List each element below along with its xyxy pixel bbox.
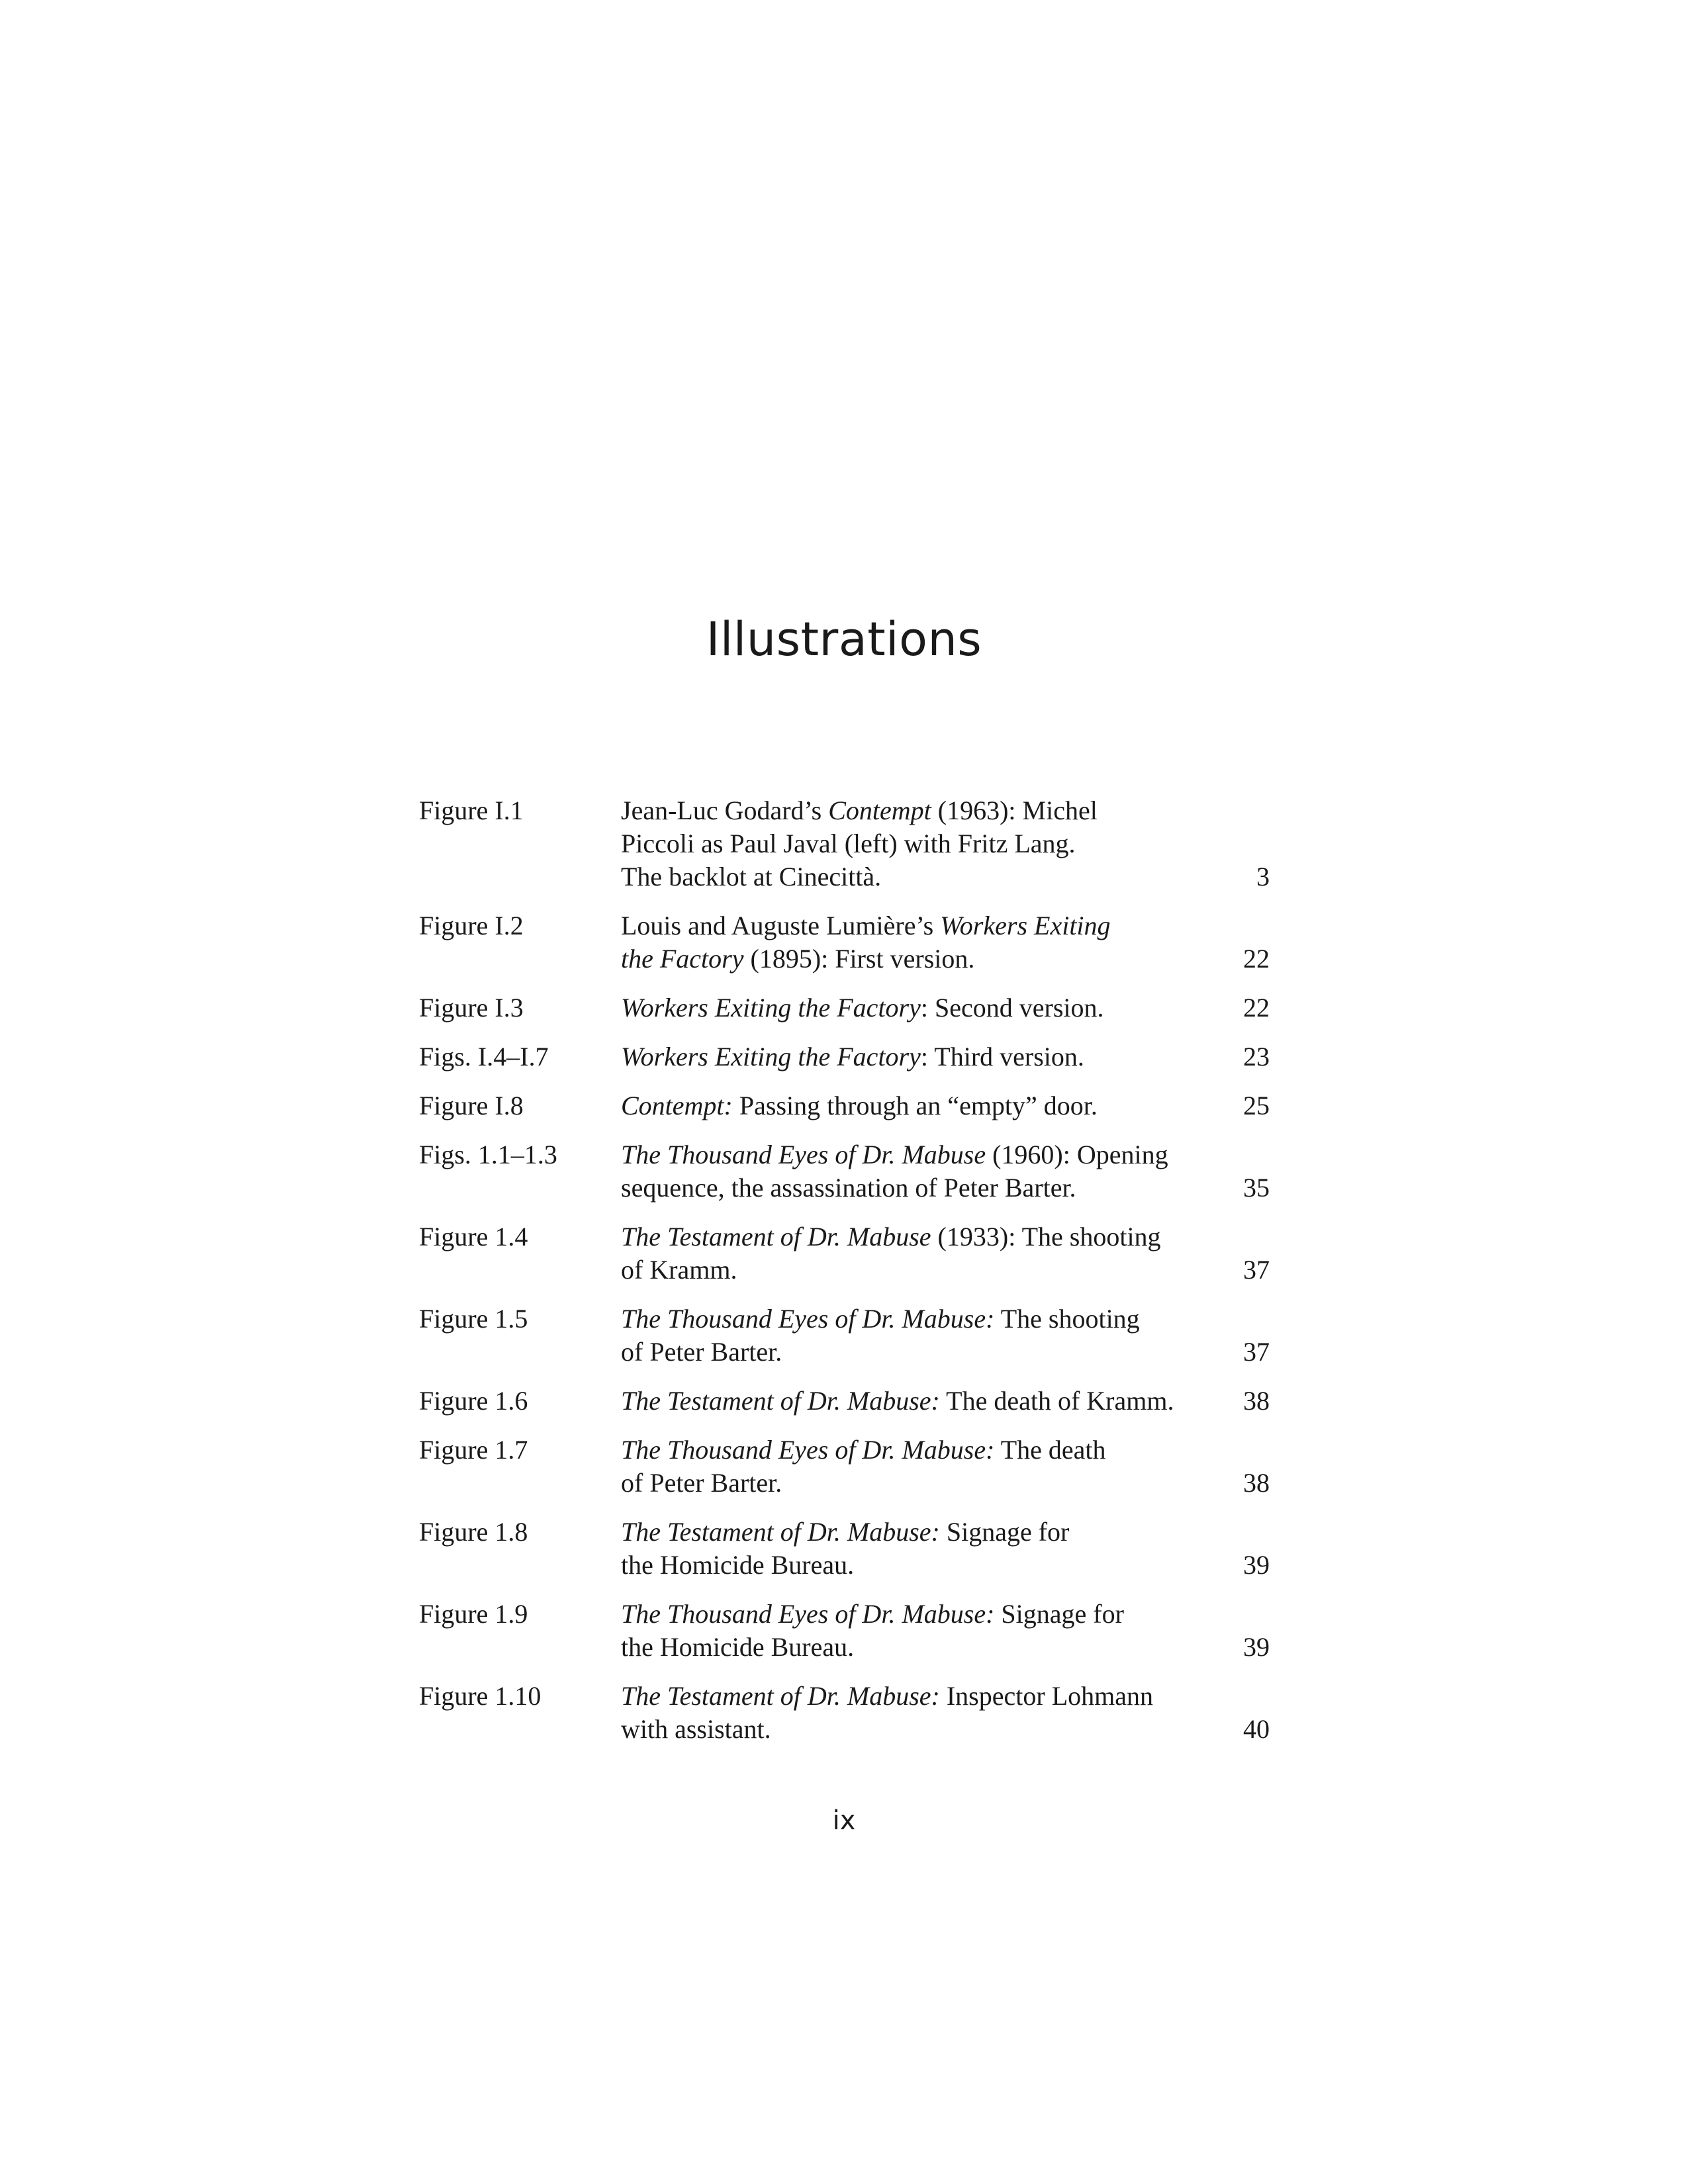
caption-title-italic: The Thousand Eyes of Dr. Mabuse: [621,1599,995,1629]
figure-caption [621,1220,1190,1287]
caption-text: : Third version. [920,1042,1084,1071]
figure-label: Figure 1.9 [419,1599,528,1629]
caption-line [621,1516,1190,1549]
illustration-entry [419,1516,1270,1582]
caption-title-italic: the Factory [621,944,744,974]
page-reference: 25 [1243,1091,1270,1120]
page-reference: 38 [1243,1386,1270,1416]
caption-title-italic: The Testament of Dr. Mabuse: [621,1517,940,1547]
caption-text: (1963): Michel [931,796,1098,825]
caption-title-italic: The Thousand Eyes of Dr. Mabuse: [621,1304,995,1334]
caption-text: (1960): Opening [986,1140,1168,1169]
illustration-entry [419,991,1270,1024]
illustration-entry [419,1433,1270,1500]
caption-title-italic: Contempt: [621,1091,733,1120]
caption-text: Signage for [994,1599,1124,1629]
figure-caption [621,794,1190,893]
caption-text: Louis and Auguste Lumière’s [621,911,941,940]
caption-text: The shooting [994,1304,1140,1334]
caption-line [621,1171,1190,1205]
page-reference: 38 [1243,1468,1270,1498]
page-reference: 39 [1243,1550,1270,1580]
page-reference: 40 [1243,1714,1270,1744]
caption-line [621,860,1190,893]
page-reference: 37 [1243,1255,1270,1285]
caption-title-italic: Contempt [828,796,931,825]
illustration-entry [419,1598,1270,1664]
illustration-entry [419,1680,1270,1746]
figure-caption [621,1302,1190,1369]
caption-text: Piccoli as Paul Javal (left) with Fritz Lang. [621,829,1076,858]
page-reference: 35 [1243,1173,1270,1203]
caption-title-italic: The Thousand Eyes of Dr. Mabuse: [621,1435,995,1465]
caption-line [621,942,1190,976]
caption-line [621,909,1190,942]
figure-caption [621,1598,1190,1664]
figure-label: Figs. 1.1–1.3 [419,1140,557,1169]
caption-line [621,1680,1190,1713]
figure-label: Figure 1.6 [419,1386,528,1416]
caption-text: of Peter Barter. [621,1468,782,1498]
figure-label: Figure 1.8 [419,1517,528,1547]
illustration-entry [419,1220,1270,1287]
figure-label: Figure 1.7 [419,1435,528,1465]
page-reference: 23 [1243,1042,1270,1071]
caption-line [621,1467,1190,1500]
illustration-entry [419,1385,1270,1418]
page-title: Illustrations [706,612,982,666]
caption-text: the Homicide Bureau. [621,1632,855,1662]
illustration-entry [419,1089,1270,1122]
figure-label: Figure I.1 [419,796,524,825]
figure-label: Figure 1.4 [419,1222,528,1251]
caption-text: sequence, the assassination of Peter Barter. [621,1173,1076,1203]
figure-caption [621,1433,1190,1500]
caption-line [621,1433,1190,1467]
caption-text: of Peter Barter. [621,1337,782,1367]
figure-label: Figs. I.4–I.7 [419,1042,549,1071]
caption-title-italic: The Testament of Dr. Mabuse: [621,1681,940,1711]
caption-line [621,1713,1190,1746]
caption-line [621,991,1190,1024]
figure-label: Figure 1.10 [419,1681,541,1711]
illustration-entry [419,794,1270,893]
illustration-entry [419,1040,1270,1073]
illustrations-list [419,794,1270,1762]
caption-title-italic: Workers Exiting the Factory [621,993,921,1023]
caption-text: of Kramm. [621,1255,737,1285]
figure-label: Figure I.8 [419,1091,524,1120]
caption-title-italic: The Testament of Dr. Mabuse [621,1222,931,1251]
caption-line [621,1302,1190,1336]
caption-line [621,1598,1190,1631]
caption-text: Jean-Luc Godard’s [621,796,829,825]
caption-text: the Homicide Bureau. [621,1550,855,1580]
caption-line [621,794,1190,827]
caption-line [621,1138,1190,1171]
illustration-entry [419,909,1270,976]
page-reference: 22 [1243,993,1270,1023]
caption-title-italic: The Thousand Eyes of Dr. Mabuse [621,1140,986,1169]
figure-caption [621,1385,1190,1418]
figure-label: Figure 1.5 [419,1304,528,1334]
caption-line [621,1336,1190,1369]
illustration-entry [419,1138,1270,1205]
caption-text: (1933): The shooting [931,1222,1161,1251]
page-reference: 37 [1243,1337,1270,1367]
caption-text: : Second version. [920,993,1104,1023]
caption-line [621,1220,1190,1253]
figure-caption [621,1516,1190,1582]
caption-text: (1895): First version. [743,944,975,974]
caption-text: Passing through an “empty” door. [732,1091,1098,1120]
caption-title-italic: The Testament of Dr. Mabuse: [621,1386,940,1416]
caption-line [621,1253,1190,1287]
figure-caption [621,1680,1190,1746]
figure-caption [621,909,1190,976]
page-reference: 3 [1256,862,1270,891]
figure-caption [621,1040,1190,1073]
caption-text: The backlot at Cinecittà. [621,862,882,891]
illustration-entry [419,1302,1270,1369]
caption-title-italic: Workers Exiting [940,911,1111,940]
caption-title-italic: Workers Exiting the Factory [621,1042,921,1071]
figure-label: Figure I.3 [419,993,524,1023]
caption-line [621,827,1190,860]
caption-text: with assistant. [621,1714,771,1744]
figure-caption [621,1089,1190,1122]
caption-text: Signage for [939,1517,1070,1547]
figure-caption [621,1138,1190,1205]
caption-line [621,1040,1190,1073]
caption-text: Inspector Lohmann [939,1681,1153,1711]
caption-line [621,1549,1190,1582]
page-reference: 22 [1243,944,1270,974]
figure-caption [621,991,1190,1024]
caption-line [621,1631,1190,1664]
caption-line [621,1089,1190,1122]
figure-label: Figure I.2 [419,911,524,940]
page-reference: 39 [1243,1632,1270,1662]
caption-text: The death [994,1435,1106,1465]
page-number: ix [832,1805,856,1836]
caption-line [621,1385,1190,1418]
caption-text: The death of Kramm. [939,1386,1174,1416]
